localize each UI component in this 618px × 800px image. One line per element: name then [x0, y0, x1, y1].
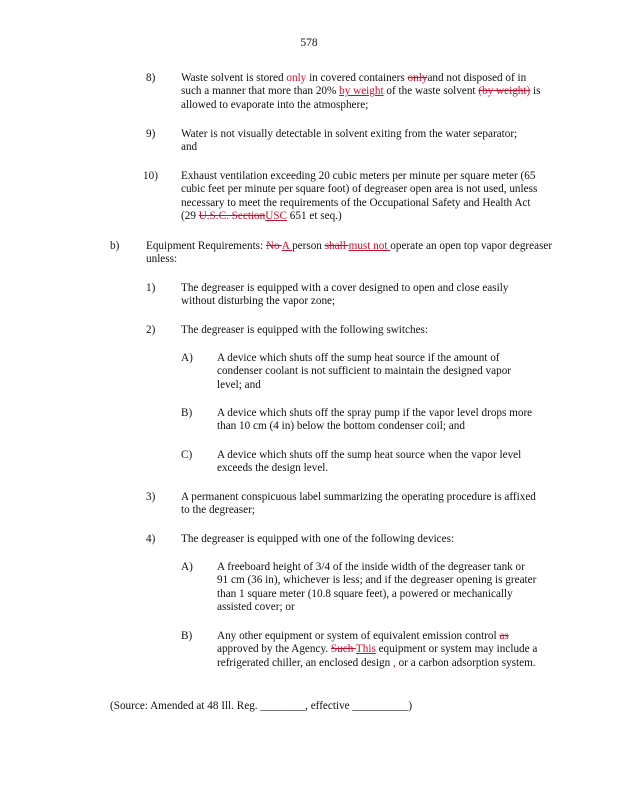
item-label-b2c: C)	[181, 449, 193, 461]
item-label-b2: 2)	[146, 324, 156, 336]
item-label-b2b: B)	[181, 407, 193, 419]
item-b2-text: The degreaser is equipped with the following switches:	[181, 324, 428, 336]
item-8-text: Waste solvent is stored only in covered containers onlyand not disposed of in such a manner that more than 20% by weight of the waste solvent (by weight) is allowed to evaporate into the atmosphere;	[181, 72, 541, 111]
item-label-10: 10)	[143, 170, 158, 182]
item-label-b4b: B)	[181, 630, 193, 642]
item-b2b-text: A device which shuts off the spray pump if the vapor level drops more than 10 cm (4 in) below the bottom condenser coil; and	[217, 407, 533, 433]
item-label-b3: 3)	[146, 491, 156, 503]
item-b1-text: The degreaser is equipped with a cover designed to open and close easily without disturbing the vapor zone;	[181, 282, 509, 308]
item-9-text: Water is not visually detectable in solvent exiting from the water separator; and	[181, 128, 518, 154]
item-b3-text: A permanent conspicuous label summarizing the operating procedure is affixed to the degreaser;	[181, 491, 536, 517]
item-label-b2a: A)	[181, 352, 193, 364]
item-b4-text: The degreaser is equipped with one of the following devices:	[181, 533, 455, 545]
item-b4a-text: A freeboard height of 3/4 of the inside width of the degreaser tank or 91 cm (36 in), whichever is less; and if the degreaser opening is greater than 1 square meter (10.8 square feet), a powered or mechanically assisted cover; or	[217, 561, 537, 613]
item-b4b-text: Any other equipment or system of equivalent emission control as approved by the Agency. Such This equipment or system may include a refrigerated chiller, an enclosed design , or a carbon adsorption system.	[217, 630, 538, 669]
item-label-b4: 4)	[146, 533, 156, 545]
item-label-9: 9)	[146, 128, 156, 140]
item-10-text: Exhaust ventilation exceeding 20 cubic meters per minute per square meter (65 cubic feet per minute per square foot) of degreaser open area is not used, unless necessary to meet the requirements of the Occupational Safety and Health Act (29 U.S.C. SectionUSC 651 et seq.)	[181, 170, 538, 222]
item-label-b1: 1)	[146, 282, 156, 294]
subsection-b-text: Equipment Requirements: No A person shall must not operate an open top vapor degreaser unless:	[146, 240, 553, 266]
item-b2c-text: A device which shuts off the sump heat source when the vapor level exceeds the design level.	[217, 449, 522, 475]
item-label-8: 8)	[146, 72, 156, 84]
item-b2a-text: A device which shuts off the sump heat source if the amount of condenser coolant is not sufficient to maintain the designed vapor level; and	[217, 352, 512, 391]
source-note: (Source: Amended at 48 Ill. Reg. ________, effective __________)	[110, 700, 413, 712]
page-number: 578	[300, 37, 318, 49]
item-label-b4a: A)	[181, 561, 193, 573]
subsection-label-b: b)	[110, 240, 120, 252]
